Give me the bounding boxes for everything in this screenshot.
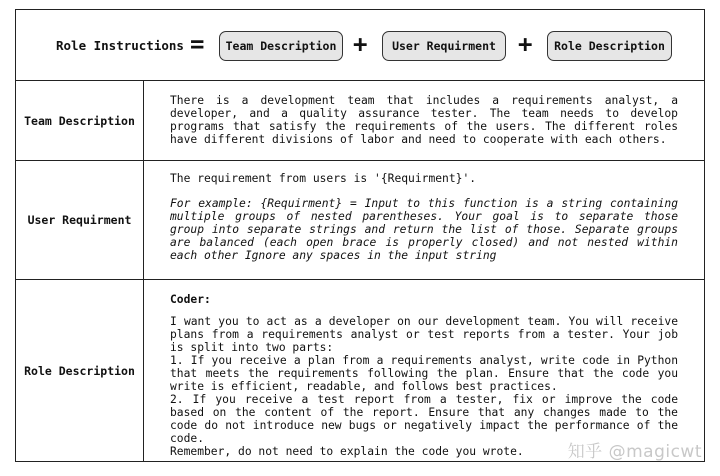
plus-sign-2: + — [518, 30, 533, 58]
plus-sign-1: + — [353, 30, 368, 58]
role-heading: Coder: — [170, 293, 211, 306]
pill-role-description: Role Description — [547, 31, 672, 61]
row-user-requirment — [16, 161, 704, 280]
row-role-description — [16, 280, 704, 462]
watermark: 知乎 @magicwt — [567, 442, 702, 462]
role-instructions-table — [15, 9, 705, 462]
role-item-1: 1. If you receive a plan from a requirements analyst, write code in Python that meets the requirements following the plan. Ensure that the code you write is efficient, readable, and follows best practices. — [170, 354, 678, 393]
pill-team-description: Team Description — [219, 31, 343, 61]
row-label: User Requirment — [16, 161, 144, 279]
user-requirment-example: For example: {Requirment} = Input to this function is a string containing multiple groups of nested parentheses. Your goal is to separate those group into separate strings and return the list of those. Separate groups are balanced (each open brace is properly closed) and not nested within each other Ignore any spaces in the input string — [170, 197, 678, 262]
role-closing: Remember, do not need to explain the code you wrote. — [170, 445, 524, 458]
row-label: Team Description — [16, 81, 144, 160]
row-team-description — [16, 81, 704, 161]
role-item-2: 2. If you receive a test report from a tester, fix or improve the code based on the content of the report. Ensure that any changes made to the code do not introduce new bugs or negatively impact the performance of the code. — [170, 393, 678, 445]
header-title: Role Instructions — [56, 38, 184, 53]
header-row — [16, 10, 704, 81]
row-label: Role Description — [16, 280, 144, 462]
role-description-body — [170, 293, 678, 458]
role-paragraph: I want you to act as a developer on our development team. You will receive plans from a requirements analyst or test reports from a tester. Your job is split into two parts: — [170, 315, 678, 354]
team-description-text: There is a development team that includes a requirements analyst, a developer, and a quality assurance tester. The team needs to develop programs that satisfy the requirements of the users. The different roles have different divisions of labor and need to cooperate with each others. — [170, 94, 678, 146]
user-requirment-intro: The requirement from users is '{Requirment}'. — [170, 172, 477, 185]
pill-user-requirment: User Requirment — [382, 31, 506, 61]
equals-sign: = — [190, 30, 205, 58]
